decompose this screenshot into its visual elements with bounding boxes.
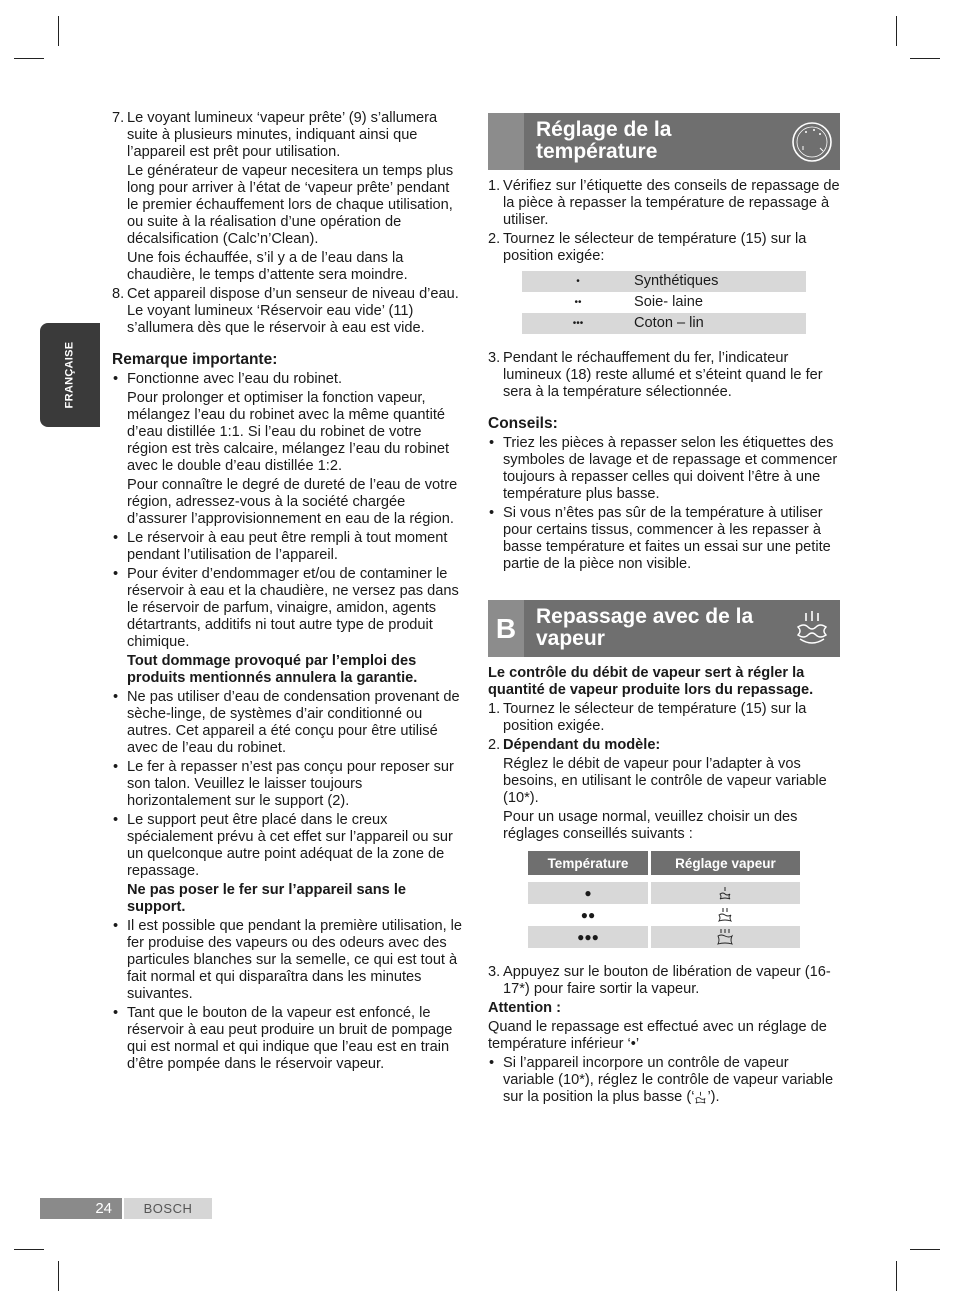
paragraph: Cet appareil dispose d’un senseur de niveau d’eau. Le voyant lumineux ‘Réservoir eau vide’ (11) s’allumera dès que le réservoir à eau est vide. — [127, 286, 459, 336]
paragraph — [503, 1055, 840, 1106]
bullet-icon: • — [489, 1055, 495, 1071]
bullet-item — [112, 1005, 464, 1073]
dots-cell: ● — [528, 882, 649, 904]
bullet-item — [112, 812, 464, 916]
step-number: 3. — [488, 350, 501, 366]
brand-label: BOSCH — [124, 1198, 212, 1219]
table-row — [528, 926, 800, 948]
section-header-steam — [488, 600, 840, 657]
crop-mark — [910, 58, 940, 59]
paragraph: Le voyant lumineux ‘vapeur prête’ (9) s’allumera suite à plusieurs minutes, indiquant ainsi que l’appareil est prêt pour utilisation. — [127, 110, 438, 160]
table-row — [528, 882, 800, 904]
dots-cell: •• — [574, 297, 582, 308]
table-row — [528, 904, 800, 926]
paragraph: Pour prolonger et optimiser la fonction vapeur, mélangez l’eau du robinet avec la même quantité d’eau distillée 1:1. Si l’eau du robinet de votre région est très calcaire, mélangez l’eau du robinet avec le double d’eau distillée 1:2. — [127, 390, 450, 474]
paragraph: Fonctionne avec l’eau du robinet. — [127, 371, 342, 387]
text-span: Si l’appareil incorpore un contrôle de vapeur variable (10*), réglez le contrôle de vapeur variable sur la position la plus basse (‘ — [503, 1055, 834, 1105]
paragraph: Vérifiez sur l’étiquette des conseils de repassage de la pièce à repasser la température de repassage à utiliser. — [503, 178, 840, 228]
paragraph: Il est possible que pendant la première utilisation, le fer produise des vapeurs ou des odeurs avec des particules blanches sur la semelle, ce qui est tout à fait normal et qui disparaîtra dans les minutes suivantes. — [127, 918, 463, 1002]
temperature-table — [522, 271, 806, 334]
crop-mark — [14, 58, 44, 59]
section-title: Réglage de la température — [536, 118, 672, 163]
step-2 — [488, 737, 840, 843]
text-span: ’). — [707, 1089, 720, 1105]
section-title: Repassage avec de la vapeur — [536, 605, 754, 650]
bullet-item — [112, 689, 464, 757]
model-note: Dépendant du modèle: — [503, 737, 661, 753]
bullet-icon: • — [113, 530, 119, 546]
left-column — [112, 110, 464, 1075]
bullet-icon: • — [113, 918, 119, 934]
crop-mark — [14, 1249, 44, 1250]
page-number: 24 — [95, 1200, 112, 1217]
bullet-item — [112, 918, 464, 1003]
steam-cell — [649, 904, 800, 926]
warning-text: Ne pas poser le fer sur l’appareil sans le support. — [127, 882, 407, 915]
bullet-icon: • — [489, 505, 495, 521]
steam-cell — [649, 882, 800, 904]
paragraph: Tant que le bouton de la vapeur est enfoncé, le réservoir à eau peut produire un bruit de pompage qui est normal et qui indique que l’eau est en train d’être pompée dans le réservoir vapeur. — [127, 1005, 453, 1072]
list-item-8 — [112, 286, 464, 337]
section-letter: B — [495, 613, 517, 644]
steam-settings-table — [528, 851, 800, 948]
step-number: 1. — [488, 178, 501, 194]
attention-text: Quand le repassage est effectué avec un réglage de température inférieur ‘•’ — [488, 1019, 827, 1052]
step-3 — [488, 350, 840, 401]
section-header-bar — [488, 113, 524, 170]
paragraph: Réglez le débit de vapeur pour l’adapter à vos besoins, en utilisant le contrôle de vapeur variable (10*). — [503, 756, 827, 806]
steam-intro: Le contrôle du débit de vapeur sert à régler la quantité de vapeur produite lors du repassage. — [488, 665, 814, 698]
dots-cell: ●● — [528, 904, 649, 926]
paragraph: Une fois échauffée, s’il y a de l’eau dans la chaudière, le temps d’attente sera moindre. — [127, 250, 408, 283]
paragraph: Pour un usage normal, veuillez choisir un des réglages conseillés suivants : — [503, 809, 798, 842]
step-2 — [488, 231, 840, 265]
step-1 — [488, 701, 840, 735]
language-tab — [40, 323, 100, 427]
paragraph: Le réservoir à eau peut être rempli à tout moment pendant l’utilisation de l’appareil. — [127, 530, 448, 563]
paragraph: Pour éviter d’endommager et/ou de contaminer le réservoir à eau et la chaudière, ne versez pas dans le réservoir de parfum, vinaigre, amidon, agents détartrants, additifs ni tout autre type de produit chimique. — [127, 566, 459, 650]
step-number: 3. — [488, 964, 501, 980]
list-item-7 — [112, 110, 464, 284]
bullet-item — [112, 371, 464, 528]
bullet-item — [112, 530, 464, 564]
page-number-box — [40, 1198, 122, 1219]
right-column — [488, 113, 840, 1108]
paragraph: Tournez le sélecteur de température (15) sur la position exigée. — [503, 701, 807, 734]
paragraph: Pour connaître le degré de dureté de l’eau de votre région, adressez-vous à la société chargée d’assurer l’approvisionnement en eau de la région. — [127, 477, 458, 527]
table-row — [522, 292, 806, 313]
bullet-item — [488, 1055, 840, 1106]
bullet-item — [112, 759, 464, 810]
paragraph: Pendant le réchauffement du fer, l’indicateur lumineux (18) reste allumé et s’éteint quand le fer sera à la température sélectionnée. — [503, 350, 823, 400]
temperature-dial-icon — [790, 120, 834, 164]
step-1 — [488, 178, 840, 229]
crop-mark — [910, 1249, 940, 1250]
table-header-row — [528, 851, 800, 875]
paragraph: Appuyez sur le bouton de libération de vapeur (16-17*) pour faire sortir la vapeur. — [503, 964, 831, 997]
step-number: 1. — [488, 701, 501, 717]
paragraph: Si vous n’êtes pas sûr de la température à utiliser pour certains tissus, commencer à les repasser à basse température et faites un essai sur une petite partie de la pièce non visible. — [503, 505, 831, 572]
bullet-item — [488, 505, 840, 573]
paragraph: Le support peut être placé dans le creux spécialement prévu à cet effet sur l’appareil ou sur un quelconque autre point adéquat de la zone de repassage. — [127, 812, 453, 879]
bullet-icon: • — [113, 759, 119, 775]
bullet-icon: • — [113, 371, 119, 387]
dots-cell: ••• — [522, 313, 634, 334]
dots-cell: • — [522, 271, 634, 292]
step-number: 2. — [488, 737, 501, 753]
crop-mark — [896, 16, 897, 46]
fabric-cell: Soie- laine — [634, 294, 703, 310]
bullet-icon: • — [113, 689, 119, 705]
remarque-heading: Remarque importante: — [112, 351, 278, 368]
attention-heading: Attention : — [488, 1000, 561, 1016]
paragraph: Tournez le sélecteur de température (15) sur la position exigée: — [503, 231, 807, 264]
step-number: 2. — [488, 231, 501, 247]
table-row — [522, 313, 806, 334]
paragraph: Triez les pièces à repasser selon les étiquettes des symboles de lavage et de repassage et commencer toujours à repasser celles qui doivent l’être à une température plus basse. — [503, 435, 838, 502]
steam-mid-icon — [717, 907, 733, 923]
steam-high-icon — [716, 928, 734, 946]
item-number: 8. — [112, 286, 125, 302]
bullet-item — [488, 435, 840, 503]
section-header-temperature — [488, 113, 840, 170]
crop-mark — [58, 16, 59, 46]
column-header-temperature: Température — [528, 851, 649, 875]
dots-cell: ●●● — [528, 926, 649, 948]
table-row — [522, 271, 806, 292]
fabric-cell: Synthétiques — [634, 271, 806, 292]
bullet-icon: • — [113, 812, 119, 828]
paragraph: Ne pas utiliser d’eau de condensation provenant de sèche-linge, de systèmes d’air conditionné ou autres. Cet appareil a été conçu pour être utilisé avec de l’eau du robinet. — [127, 689, 460, 756]
bullet-icon: • — [113, 566, 119, 582]
column-header-steam: Réglage vapeur — [649, 851, 800, 875]
warning-text: Tout dommage provoqué par l’emploi des produits mentionnés annulera la garantie. — [127, 653, 418, 686]
conseils-heading: Conseils: — [488, 415, 558, 432]
item-number: 7. — [112, 110, 125, 126]
crop-mark — [58, 1261, 59, 1291]
steam-low-icon — [718, 886, 732, 900]
paragraph: Le fer à repasser n’est pas conçu pour reposer sur son talon. Veuillez le laisser toujours horizontalement sur le support (2). — [127, 759, 454, 809]
step-3 — [488, 964, 840, 998]
crop-mark — [896, 1261, 897, 1291]
table-gap — [528, 875, 800, 882]
paragraph: Le générateur de vapeur necesitera un temps plus long pour arriver à l’état de ‘vapeur prête’ pendant le premier échauffement lors de chaque utilisation, ou suite à la réalisation d’une opération de décalsification (Calc’n’Clean). — [127, 163, 454, 247]
steam-icon — [790, 607, 834, 651]
steam-cell — [649, 926, 800, 948]
fabric-cell: Coton – lin — [634, 313, 806, 334]
steam-low-icon — [694, 1091, 707, 1104]
bullet-icon: • — [113, 1005, 119, 1021]
language-label: FRANÇAISE — [63, 341, 76, 409]
bullet-item — [112, 566, 464, 687]
bullet-icon: • — [489, 435, 495, 451]
